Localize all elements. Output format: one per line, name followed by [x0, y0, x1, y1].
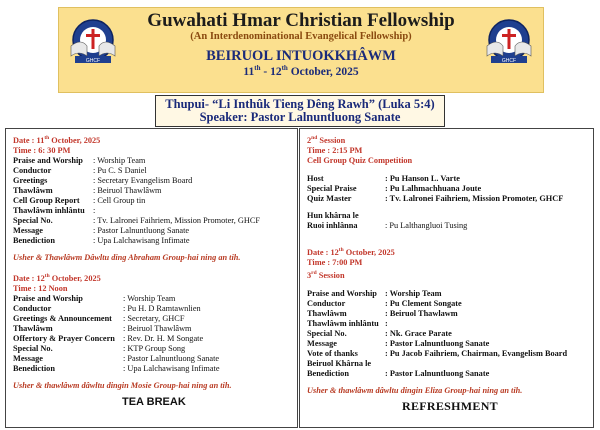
schedule-row: Ruoi inhlânna : Pu Lalthangluoi Tusing: [307, 220, 468, 230]
schedule-row: [13, 334, 232, 344]
fellowship-logo-left: [67, 16, 119, 66]
schedule-row: [13, 186, 260, 196]
row-value: : Beiruol Thawlawm: [385, 308, 458, 318]
row-value: : Tv. Lalronei Faihriem, Mission Promoter, GHCF: [385, 193, 564, 203]
schedule-row: [307, 359, 567, 369]
row-value: : Secretary Evangelism Board: [93, 175, 193, 185]
usher-note: Usher & Thawlâwm Dâwltu ding Abraham Group-hai ning an tih.: [13, 252, 241, 262]
schedule-row: [13, 314, 232, 324]
row-label: Cell Group Report: [13, 195, 80, 205]
row-value: : Pastor Lalnuntluong Sanate: [385, 368, 490, 378]
session-3rd: [307, 245, 567, 396]
theme-line: Thupui- “Li Inthûk Tieng Dêng Rawh” (Luka 5:4): [165, 97, 435, 111]
row-label: Thawlâwm: [13, 323, 53, 333]
row-label: Special Praise: [307, 183, 357, 193]
schedule-row: [307, 339, 567, 349]
row-label: Benediction: [13, 235, 55, 245]
row-value: : Rev. Dr. H. M Songate: [123, 333, 204, 343]
session-time: Time : 6: 30 PM: [13, 145, 71, 155]
row-value: : Upa Lalchawisang Infimate: [93, 235, 190, 245]
session-2nd: [307, 133, 563, 231]
session-title: 3rd Session: [307, 269, 345, 280]
row-label: Message: [307, 338, 337, 348]
closing-label: Hun khârna le: [307, 210, 359, 220]
row-label: Thawlâwm: [13, 185, 53, 195]
schedule-row: [307, 194, 563, 204]
row-label: Thawlâwm inhlântu: [307, 318, 379, 328]
schedule-row: [13, 166, 260, 176]
row-label: Thawlâwm: [307, 308, 347, 318]
tea-break-label: TEA BREAK: [122, 396, 186, 408]
speaker-line: Speaker: Pastor Lalnuntluong Sanate: [199, 110, 401, 124]
svg-text:GHCF: GHCF: [501, 58, 517, 64]
row-value: : Pastor Lalnuntluong Sanate: [385, 338, 490, 348]
schedule-row: [307, 174, 563, 184]
schedule-row: [13, 364, 232, 374]
row-value: : Pu Lalhmachhuana Joute: [385, 183, 482, 193]
row-label: Offertory & Prayer Concern: [13, 333, 115, 343]
session-heading: Cell Group Quiz Competition: [307, 155, 413, 165]
session-time: Time : 2:15 PM: [307, 145, 363, 155]
schedule-row: [13, 206, 260, 216]
row-value: : Worship Team: [123, 293, 176, 303]
page-subtitle: (An Interdenominational Evangelical Fellowship): [190, 31, 412, 42]
schedule-row: [13, 176, 260, 186]
row-label: Host: [307, 173, 324, 183]
schedule-row: [307, 349, 567, 359]
row-value: : Upa Lalchawisang Infimate: [123, 363, 220, 373]
row-value: : Cell Group tin: [93, 195, 146, 205]
row-label: Conductor: [13, 303, 52, 313]
schedule-row: [307, 299, 567, 309]
schedule-row: [13, 236, 260, 246]
header-banner: [58, 7, 544, 93]
row-label: Praise and Worship: [13, 293, 83, 303]
row-label: Greetings & Announcement: [13, 313, 112, 323]
row-value: : Pu Jacob Faihriem, Chairman, Evangelism Board: [385, 348, 568, 358]
row-value: : Pastor Lalnuntluong Sanate: [93, 225, 190, 235]
row-value: : Beiruol Thawlâwm: [123, 323, 192, 333]
usher-note: Usher & thawlâwm dâwltu dingin Mosie Group-hai ning an tih.: [13, 380, 232, 390]
schedule-row: [307, 309, 567, 319]
session-1: [13, 133, 260, 263]
schedule-row: [307, 329, 567, 339]
row-label: Vote of thanks: [307, 348, 358, 358]
row-value: :: [93, 205, 96, 215]
row-value: : Pu C. S Daniel: [93, 165, 147, 175]
day-one-schedule: [5, 128, 298, 428]
schedule-row: [307, 369, 567, 379]
schedule-row: [307, 319, 567, 329]
row-label: Conductor: [307, 298, 346, 308]
row-value: : Pu Hanson L. Varte: [385, 173, 460, 183]
event-name: BEIRUOL INTUOKKHÂWM: [206, 48, 396, 64]
row-label: Quiz Master: [307, 193, 352, 203]
schedule-row: [307, 289, 567, 299]
row-value: : Nk. Grace Parate: [385, 328, 452, 338]
row-label: Praise and Worship: [13, 155, 83, 165]
theme-box: [155, 95, 445, 127]
schedule-row: [13, 344, 232, 354]
schedule-row: [13, 156, 260, 166]
session-date: Date : 11th October, 2025: [13, 135, 101, 145]
session-time: Time : 7:00 PM: [307, 257, 363, 267]
row-label: Special No.: [13, 343, 53, 353]
row-value: : Pu H. D Ramtawnlien: [123, 303, 201, 313]
row-label: Message: [13, 225, 43, 235]
row-label: Special No.: [307, 328, 347, 338]
fellowship-logo-right: [483, 16, 535, 66]
schedule-row: [307, 184, 563, 194]
page-title: Guwahati Hmar Christian Fellowship: [147, 10, 455, 31]
row-label: Message: [13, 353, 43, 363]
row-value: : Worship Team: [385, 288, 442, 298]
row-value: : KTP Group Song: [123, 343, 186, 353]
schedule-row: [13, 226, 260, 236]
row-label: Conductor: [13, 165, 52, 175]
schedule-row: [13, 354, 232, 364]
session-2: [13, 271, 232, 391]
usher-note: Usher & thawlâwm dâwltu dingin Eliza Group-hai ning an tih.: [307, 385, 523, 395]
row-value: : Secretary, GHCF: [123, 313, 185, 323]
event-dates: 11th - 12th October, 2025: [243, 64, 359, 78]
session-date: Date : 12th October, 2025: [307, 247, 395, 257]
day-two-schedule: [299, 128, 594, 428]
row-label: Beiruol Khârna le: [307, 358, 372, 368]
row-label: Praise and Worship: [307, 288, 377, 298]
row-label: Benediction: [13, 363, 55, 373]
row-value: : Beiruol Thawlâwm: [93, 185, 162, 195]
row-value: :: [385, 318, 388, 328]
row-label: Benediction: [307, 368, 349, 378]
schedule-row: [13, 216, 260, 226]
refreshment-label: REFRESHMENT: [402, 399, 498, 413]
row-label: Special No.: [13, 215, 53, 225]
session-time: Time : 12 Noon: [13, 283, 68, 293]
row-value: : Pastor Lalnuntluong Sanate: [123, 353, 220, 363]
schedule-row: [13, 294, 232, 304]
svg-text:GHCF: GHCF: [85, 58, 101, 64]
session-date: Date : 12th October, 2025: [13, 273, 101, 283]
row-label: Thawlâwm inhlântu: [13, 205, 85, 215]
schedule-row: [13, 196, 260, 206]
schedule-row: [13, 324, 232, 334]
schedule-row: [13, 304, 232, 314]
row-value: : Worship Team: [93, 155, 146, 165]
session-title: 2nd Session: [307, 135, 346, 145]
row-label: Greetings: [13, 175, 48, 185]
row-value: : Tv. Lalronei Faihriem, Mission Promoter, GHCF: [93, 215, 260, 225]
row-value: : Pu Clement Songate: [385, 298, 462, 308]
